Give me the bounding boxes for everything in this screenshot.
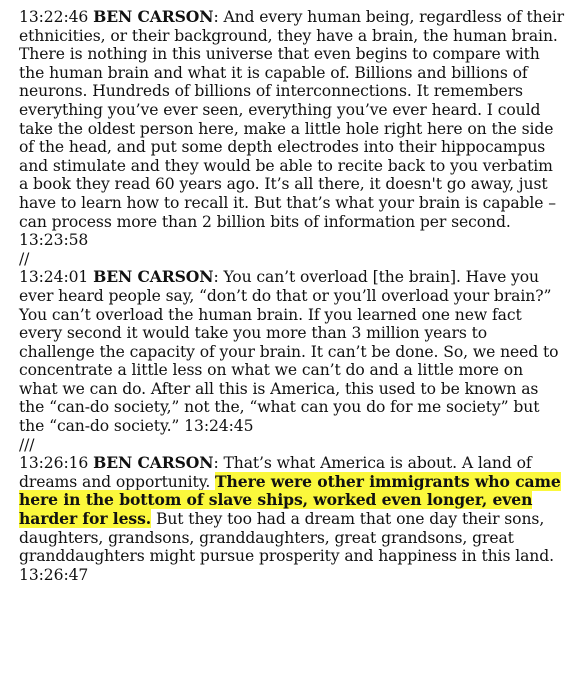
speaker-name: BEN CARSON <box>93 267 214 287</box>
timestamp-start: 13:26:16 <box>19 454 89 473</box>
speaker-name: BEN CARSON <box>93 7 214 26</box>
segment-text: : That’s what America is about. A land of dreams and opportunity. <box>19 454 532 491</box>
transcript-segment-2 <box>19 268 564 435</box>
transcript-segment-3 <box>19 454 564 584</box>
segment-separator: // <box>19 249 30 268</box>
timestamp-end: 13:23:58 <box>19 231 89 250</box>
timestamp-end: 13:24:45 <box>184 417 254 436</box>
segment-text-after: But they too had a dream that one day their sons, daughters, grandsons, granddaughters, great grandsons, great granddaughters might pursue prosperity and happiness in this land. <box>19 510 554 566</box>
timestamp-start: 13:22:46 <box>19 8 89 26</box>
segment-text: : And every human being, regardless of their ethnicities, or their background, they have a brain, the human brain. There is nothing in this universe that even begins to compare with the human brain and what it is capable of. Billions and billions of neurons. Hundreds of billions of interconnections. It remembers everything you’ve ever seen, everything you’ve ever heard. I could take the oldest person here, make a little hole right here on the side of the head, and put some depth electrodes into their hippocampus and stimulate and they would be able to recite back to you verbatim a book they read 60 years ago. It’s all there, it doesn't go away, just have to learn how to recall it. But that’s what your brain is capable – can process more than 2 billion bits of information per second. <box>19 8 564 231</box>
segment-text: : You can’t overload [the brain]. Have you ever heard people say, “don’t do that or you’ll overload your brain?” You can’t overload the human brain. If you learned one new fact every second it would take you more than 3 million years to challenge the capacity of your brain. It can’t be done. So, we need to concentrate a little less on what we can’t do and a little more on what we can do. After all this is America, this used to be known as the “can-do society,” not the, “what can you do for me society” but the “can-do society.” <box>19 268 559 436</box>
transcript-segment-1 <box>19 8 564 250</box>
timestamp-start: 13:24:01 <box>19 268 89 287</box>
speaker-name: BEN CARSON <box>93 453 214 473</box>
segment-separator: /// <box>19 435 35 454</box>
timestamp-end: 13:26:47 <box>19 565 89 584</box>
highlighted-quote: There were other immigrants who came here in the bottom of slave ships, worked even longer, even harder for less. <box>19 471 561 529</box>
